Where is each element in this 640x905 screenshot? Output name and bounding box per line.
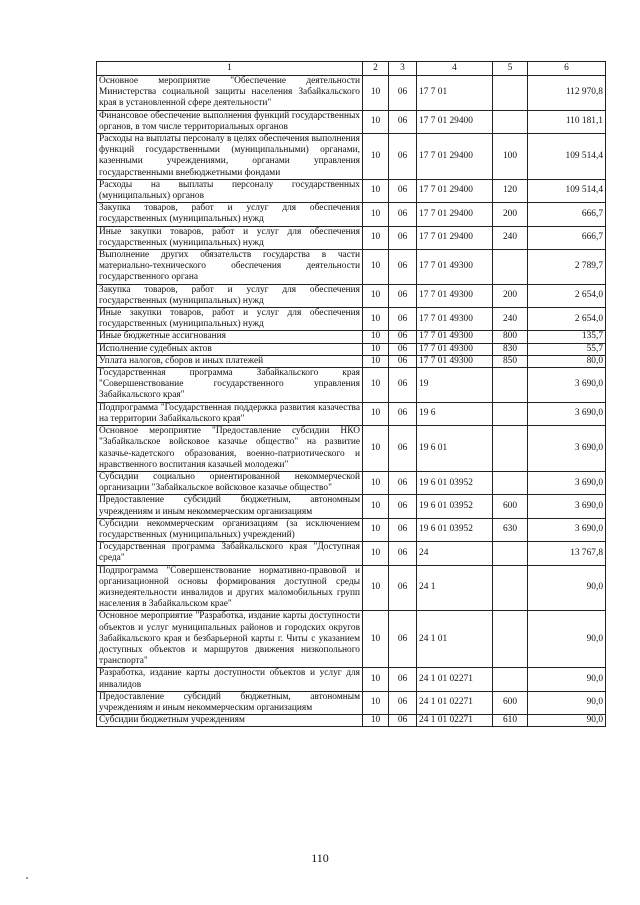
amount: 2 654,0 [528, 284, 606, 307]
target-article-code: 17 7 01 49300 [417, 331, 493, 343]
item-name: Закупка товаров, работ и услуг для обеспечения государственных (муниципальных) нужд [97, 203, 363, 226]
expense-type-code [493, 426, 528, 472]
table-row [97, 542, 606, 565]
column-header: 1 [97, 62, 363, 76]
subsection-code: 06 [389, 368, 417, 403]
expense-type-code [493, 402, 528, 425]
table-row [97, 203, 606, 226]
section-code: 10 [363, 518, 389, 541]
item-name: Подпрограмма "Совершенствование нормативно-правовой и организационной основы формирования доступной среды жизнедеятельности инвалидов и других маломобильных групп населения в Забайкальском крае" [97, 565, 363, 611]
table-row [97, 368, 606, 403]
item-name: Иные закупки товаров, работ и услуг для обеспечения государственных (муниципальных) нужд [97, 308, 363, 331]
section-code: 10 [363, 284, 389, 307]
table-row [97, 691, 606, 714]
item-name: Субсидии бюджетным учреждениям [97, 715, 363, 727]
table-row [97, 76, 606, 111]
subsection-code: 06 [389, 250, 417, 285]
item-name: Субсидии социально ориентированной некоммерческой организации "Забайкальское войсковое казачье общество" [97, 471, 363, 494]
expense-type-code: 240 [493, 226, 528, 249]
target-article-code: 24 1 01 [417, 611, 493, 668]
item-name: Иные закупки товаров, работ и услуг для обеспечения государственных (муниципальных) нужд [97, 226, 363, 249]
table-row [97, 355, 606, 367]
expense-type-code [493, 471, 528, 494]
column-header: 3 [389, 62, 417, 76]
amount: 3 690,0 [528, 426, 606, 472]
target-article-code: 17 7 01 49300 [417, 250, 493, 285]
item-name: Выполнение других обязательств государства в части материально-технического обеспечения деятельности государственного органа [97, 250, 363, 285]
table-row [97, 471, 606, 494]
section-code: 10 [363, 343, 389, 355]
section-code: 10 [363, 250, 389, 285]
amount: 666,7 [528, 226, 606, 249]
page-number: 110 [311, 851, 329, 865]
amount: 110 181,1 [528, 110, 606, 133]
amount: 3 690,0 [528, 368, 606, 403]
target-article-code: 17 7 01 49300 [417, 284, 493, 307]
target-article-code: 17 7 01 29400 [417, 203, 493, 226]
target-article-code: 24 1 [417, 565, 493, 611]
subsection-code: 06 [389, 308, 417, 331]
expense-type-code: 800 [493, 331, 528, 343]
subsection-code: 06 [389, 226, 417, 249]
target-article-code: 19 [417, 368, 493, 403]
section-code: 10 [363, 426, 389, 472]
target-article-code: 24 1 01 02271 [417, 668, 493, 691]
expense-type-code [493, 542, 528, 565]
amount: 3 690,0 [528, 495, 606, 518]
amount: 90,0 [528, 668, 606, 691]
expense-type-code: 200 [493, 284, 528, 307]
amount: 80,0 [528, 355, 606, 367]
item-name: Разработка, издание карты доступности объектов и услуг для инвалидов [97, 668, 363, 691]
target-article-code: 19 6 01 03952 [417, 518, 493, 541]
section-code: 10 [363, 402, 389, 425]
target-article-code: 19 6 01 [417, 426, 493, 472]
amount: 90,0 [528, 565, 606, 611]
amount: 55,7 [528, 343, 606, 355]
section-code: 10 [363, 611, 389, 668]
column-header: 6 [528, 62, 606, 76]
expense-type-code [493, 611, 528, 668]
table-row [97, 518, 606, 541]
target-article-code: 19 6 [417, 402, 493, 425]
section-code: 10 [363, 565, 389, 611]
expense-type-code: 830 [493, 343, 528, 355]
expense-type-code [493, 668, 528, 691]
subsection-code: 06 [389, 402, 417, 425]
amount: 13 767,8 [528, 542, 606, 565]
amount: 3 690,0 [528, 402, 606, 425]
target-article-code: 24 1 01 02271 [417, 691, 493, 714]
section-code: 10 [363, 76, 389, 111]
amount: 3 690,0 [528, 518, 606, 541]
subsection-code: 06 [389, 691, 417, 714]
scan-speck [26, 877, 28, 879]
subsection-code: 06 [389, 343, 417, 355]
amount: 112 970,8 [528, 76, 606, 111]
item-name: Расходы на выплаты персоналу в целях обеспечения выполнения функций государственными (муниципальными) органами, казенными учреждениями, органами управления государственными внебюджетными фондами [97, 134, 363, 180]
table-row [97, 495, 606, 518]
item-name: Уплата налогов, сборов и иных платежей [97, 355, 363, 367]
table-row [97, 179, 606, 202]
target-article-code: 19 6 01 03952 [417, 495, 493, 518]
amount: 2 789,7 [528, 250, 606, 285]
item-name: Исполнение судебных актов [97, 343, 363, 355]
expense-type-code [493, 110, 528, 133]
target-article-code: 17 7 01 29400 [417, 110, 493, 133]
subsection-code: 06 [389, 715, 417, 727]
item-name: Подпрограмма "Государственная поддержка развития казачества на территории Забайкальского края" [97, 402, 363, 425]
amount: 90,0 [528, 715, 606, 727]
table-row [97, 110, 606, 133]
table-row [97, 331, 606, 343]
target-article-code: 24 [417, 542, 493, 565]
item-name: Иные бюджетные ассигнования [97, 331, 363, 343]
item-name: Основное мероприятие "Обеспечение деятельности Министерства социальной защиты населения Забайкальского края в установленной сфере деятельности" [97, 76, 363, 111]
target-article-code: 17 7 01 29400 [417, 134, 493, 180]
section-code: 10 [363, 110, 389, 133]
table-row [97, 668, 606, 691]
subsection-code: 06 [389, 331, 417, 343]
table-row [97, 343, 606, 355]
subsection-code: 06 [389, 110, 417, 133]
section-code: 10 [363, 226, 389, 249]
target-article-code: 24 1 01 02271 [417, 715, 493, 727]
expense-type-code: 610 [493, 715, 528, 727]
item-name: Основное мероприятие "Предоставление субсидии НКО "Забайкальское войсковое казачье общество" на развитие казачье-кадетского образования, военно-патриотического и нравственного воспитания казачьей молодежи" [97, 426, 363, 472]
expense-type-code [493, 368, 528, 403]
target-article-code: 19 6 01 03952 [417, 471, 493, 494]
subsection-code: 06 [389, 565, 417, 611]
subsection-code: 06 [389, 426, 417, 472]
amount: 3 690,0 [528, 471, 606, 494]
target-article-code: 17 7 01 49300 [417, 308, 493, 331]
section-code: 10 [363, 355, 389, 367]
section-code: 10 [363, 308, 389, 331]
subsection-code: 06 [389, 179, 417, 202]
section-code: 10 [363, 715, 389, 727]
budget-table [96, 61, 606, 727]
expense-type-code [493, 76, 528, 111]
table-row [97, 250, 606, 285]
table-row [97, 611, 606, 668]
section-code: 10 [363, 495, 389, 518]
subsection-code: 06 [389, 76, 417, 111]
expense-type-code [493, 250, 528, 285]
item-name: Расходы на выплаты персоналу государственных (муниципальных) органов [97, 179, 363, 202]
subsection-code: 06 [389, 495, 417, 518]
subsection-code: 06 [389, 542, 417, 565]
section-code: 10 [363, 368, 389, 403]
section-code: 10 [363, 331, 389, 343]
item-name: Финансовое обеспечение выполнения функций государственных органов, в том числе территориальных органов [97, 110, 363, 133]
subsection-code: 06 [389, 518, 417, 541]
target-article-code: 17 7 01 49300 [417, 355, 493, 367]
section-code: 10 [363, 691, 389, 714]
expense-type-code [493, 565, 528, 611]
item-name: Государственная программа Забайкальского края "Доступная среда" [97, 542, 363, 565]
expense-type-code: 600 [493, 691, 528, 714]
item-name: Предоставление субсидий бюджетным, автономным учреждениям и иным некоммерческим организациям [97, 495, 363, 518]
table-row [97, 226, 606, 249]
subsection-code: 06 [389, 134, 417, 180]
expense-type-code: 630 [493, 518, 528, 541]
amount: 109 514,4 [528, 134, 606, 180]
amount: 2 654,0 [528, 308, 606, 331]
column-header: 4 [417, 62, 493, 76]
expense-type-code: 600 [493, 495, 528, 518]
amount: 90,0 [528, 691, 606, 714]
column-header: 5 [493, 62, 528, 76]
table-row [97, 308, 606, 331]
target-article-code: 17 7 01 29400 [417, 179, 493, 202]
table-row [97, 284, 606, 307]
subsection-code: 06 [389, 203, 417, 226]
target-article-code: 17 7 01 [417, 76, 493, 111]
expense-type-code: 850 [493, 355, 528, 367]
subsection-code: 06 [389, 355, 417, 367]
subsection-code: 06 [389, 284, 417, 307]
expense-type-code: 200 [493, 203, 528, 226]
amount: 666,7 [528, 203, 606, 226]
target-article-code: 17 7 01 29400 [417, 226, 493, 249]
expense-type-code: 120 [493, 179, 528, 202]
expense-type-code: 240 [493, 308, 528, 331]
column-header: 2 [363, 62, 389, 76]
item-name: Основное мероприятие "Разработка, издание карты доступности объектов и услуг муниципальных районов и городских округов Забайкальского края и безбарьерной карты г. Читы с указанием доступных объектов и маршрутов движения низкопольного транспорта" [97, 611, 363, 668]
table-row [97, 565, 606, 611]
item-name: Субсидии некоммерческим организациям (за исключением государственных (муниципальных) учреждений) [97, 518, 363, 541]
subsection-code: 06 [389, 668, 417, 691]
item-name: Закупка товаров, работ и услуг для обеспечения государственных (муниципальных) нужд [97, 284, 363, 307]
amount: 90,0 [528, 611, 606, 668]
table-row [97, 426, 606, 472]
section-code: 10 [363, 134, 389, 180]
section-code: 10 [363, 179, 389, 202]
item-name: Государственная программа Забайкальского края "Совершенствование государственного управления Забайкальского края" [97, 368, 363, 403]
header-row [97, 62, 606, 76]
section-code: 10 [363, 668, 389, 691]
amount: 109 514,4 [528, 179, 606, 202]
table-row [97, 134, 606, 180]
section-code: 10 [363, 203, 389, 226]
section-code: 10 [363, 471, 389, 494]
expense-type-code: 100 [493, 134, 528, 180]
subsection-code: 06 [389, 611, 417, 668]
section-code: 10 [363, 542, 389, 565]
subsection-code: 06 [389, 471, 417, 494]
table-row [97, 715, 606, 727]
target-article-code: 17 7 01 49300 [417, 343, 493, 355]
table-row [97, 402, 606, 425]
item-name: Предоставление субсидий бюджетным, автономным учреждениям и иным некоммерческим организациям [97, 691, 363, 714]
amount: 135,7 [528, 331, 606, 343]
